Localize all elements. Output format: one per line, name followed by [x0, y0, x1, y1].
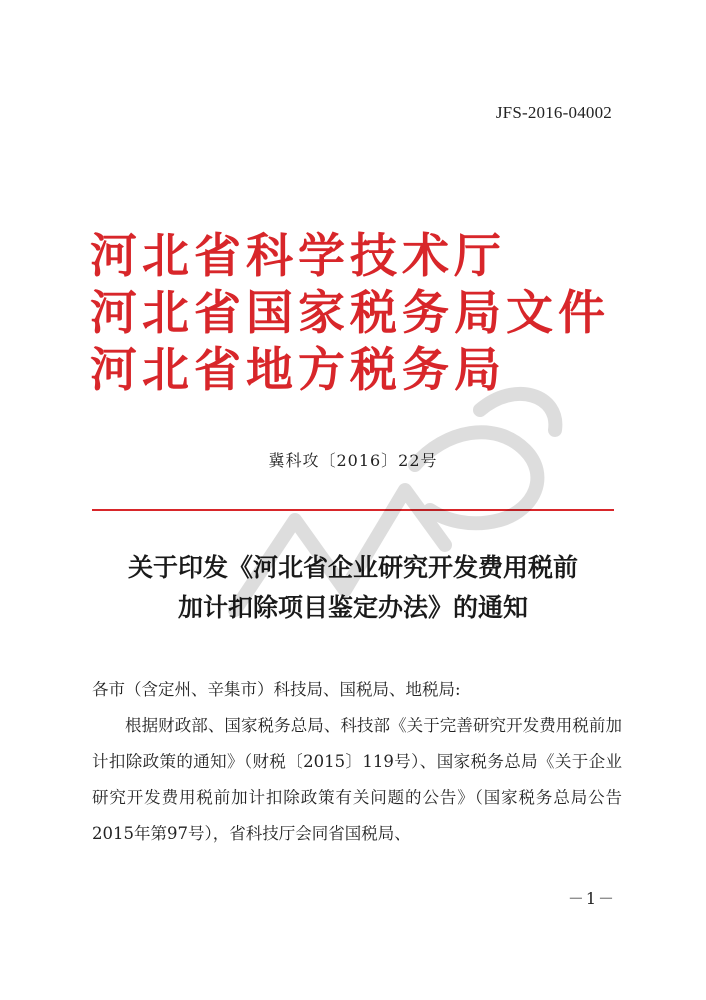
title-line-1: 关于印发《河北省企业研究开发费用税前: [127, 553, 578, 582]
document-code: JFS-2016-04002: [495, 103, 612, 122]
document-number: 冀科攻〔2016〕22号: [268, 451, 438, 470]
issuer-line-1: 河北省科学技术厅: [90, 229, 506, 284]
notice-title: [0, 548, 706, 628]
issuer-line-2: 河北省国家税务局文件: [90, 286, 610, 341]
red-divider: [92, 509, 614, 511]
body-paragraph: 根据财政部、国家税务总局、科技部《关于完善研究开发费用税前加计扣除政策的通知》（财税〔2015〕119号）、国家税务总局《关于企业研究开发费用税前加计扣除政策有关问题的公告》（国家税务总局公告2015年第97号），省科技厅会同省国税局、: [92, 716, 622, 843]
page-number: －1－: [567, 889, 616, 908]
body-text: [92, 672, 622, 852]
salutation: 各市（含定州、辛集市）科技局、国税局、地税局:: [92, 680, 461, 699]
issuer-header: [90, 228, 610, 399]
issuer-line-3: 河北省地方税务局: [90, 343, 506, 398]
title-line-2: 加计扣除项目鉴定办法》的通知: [177, 593, 528, 622]
